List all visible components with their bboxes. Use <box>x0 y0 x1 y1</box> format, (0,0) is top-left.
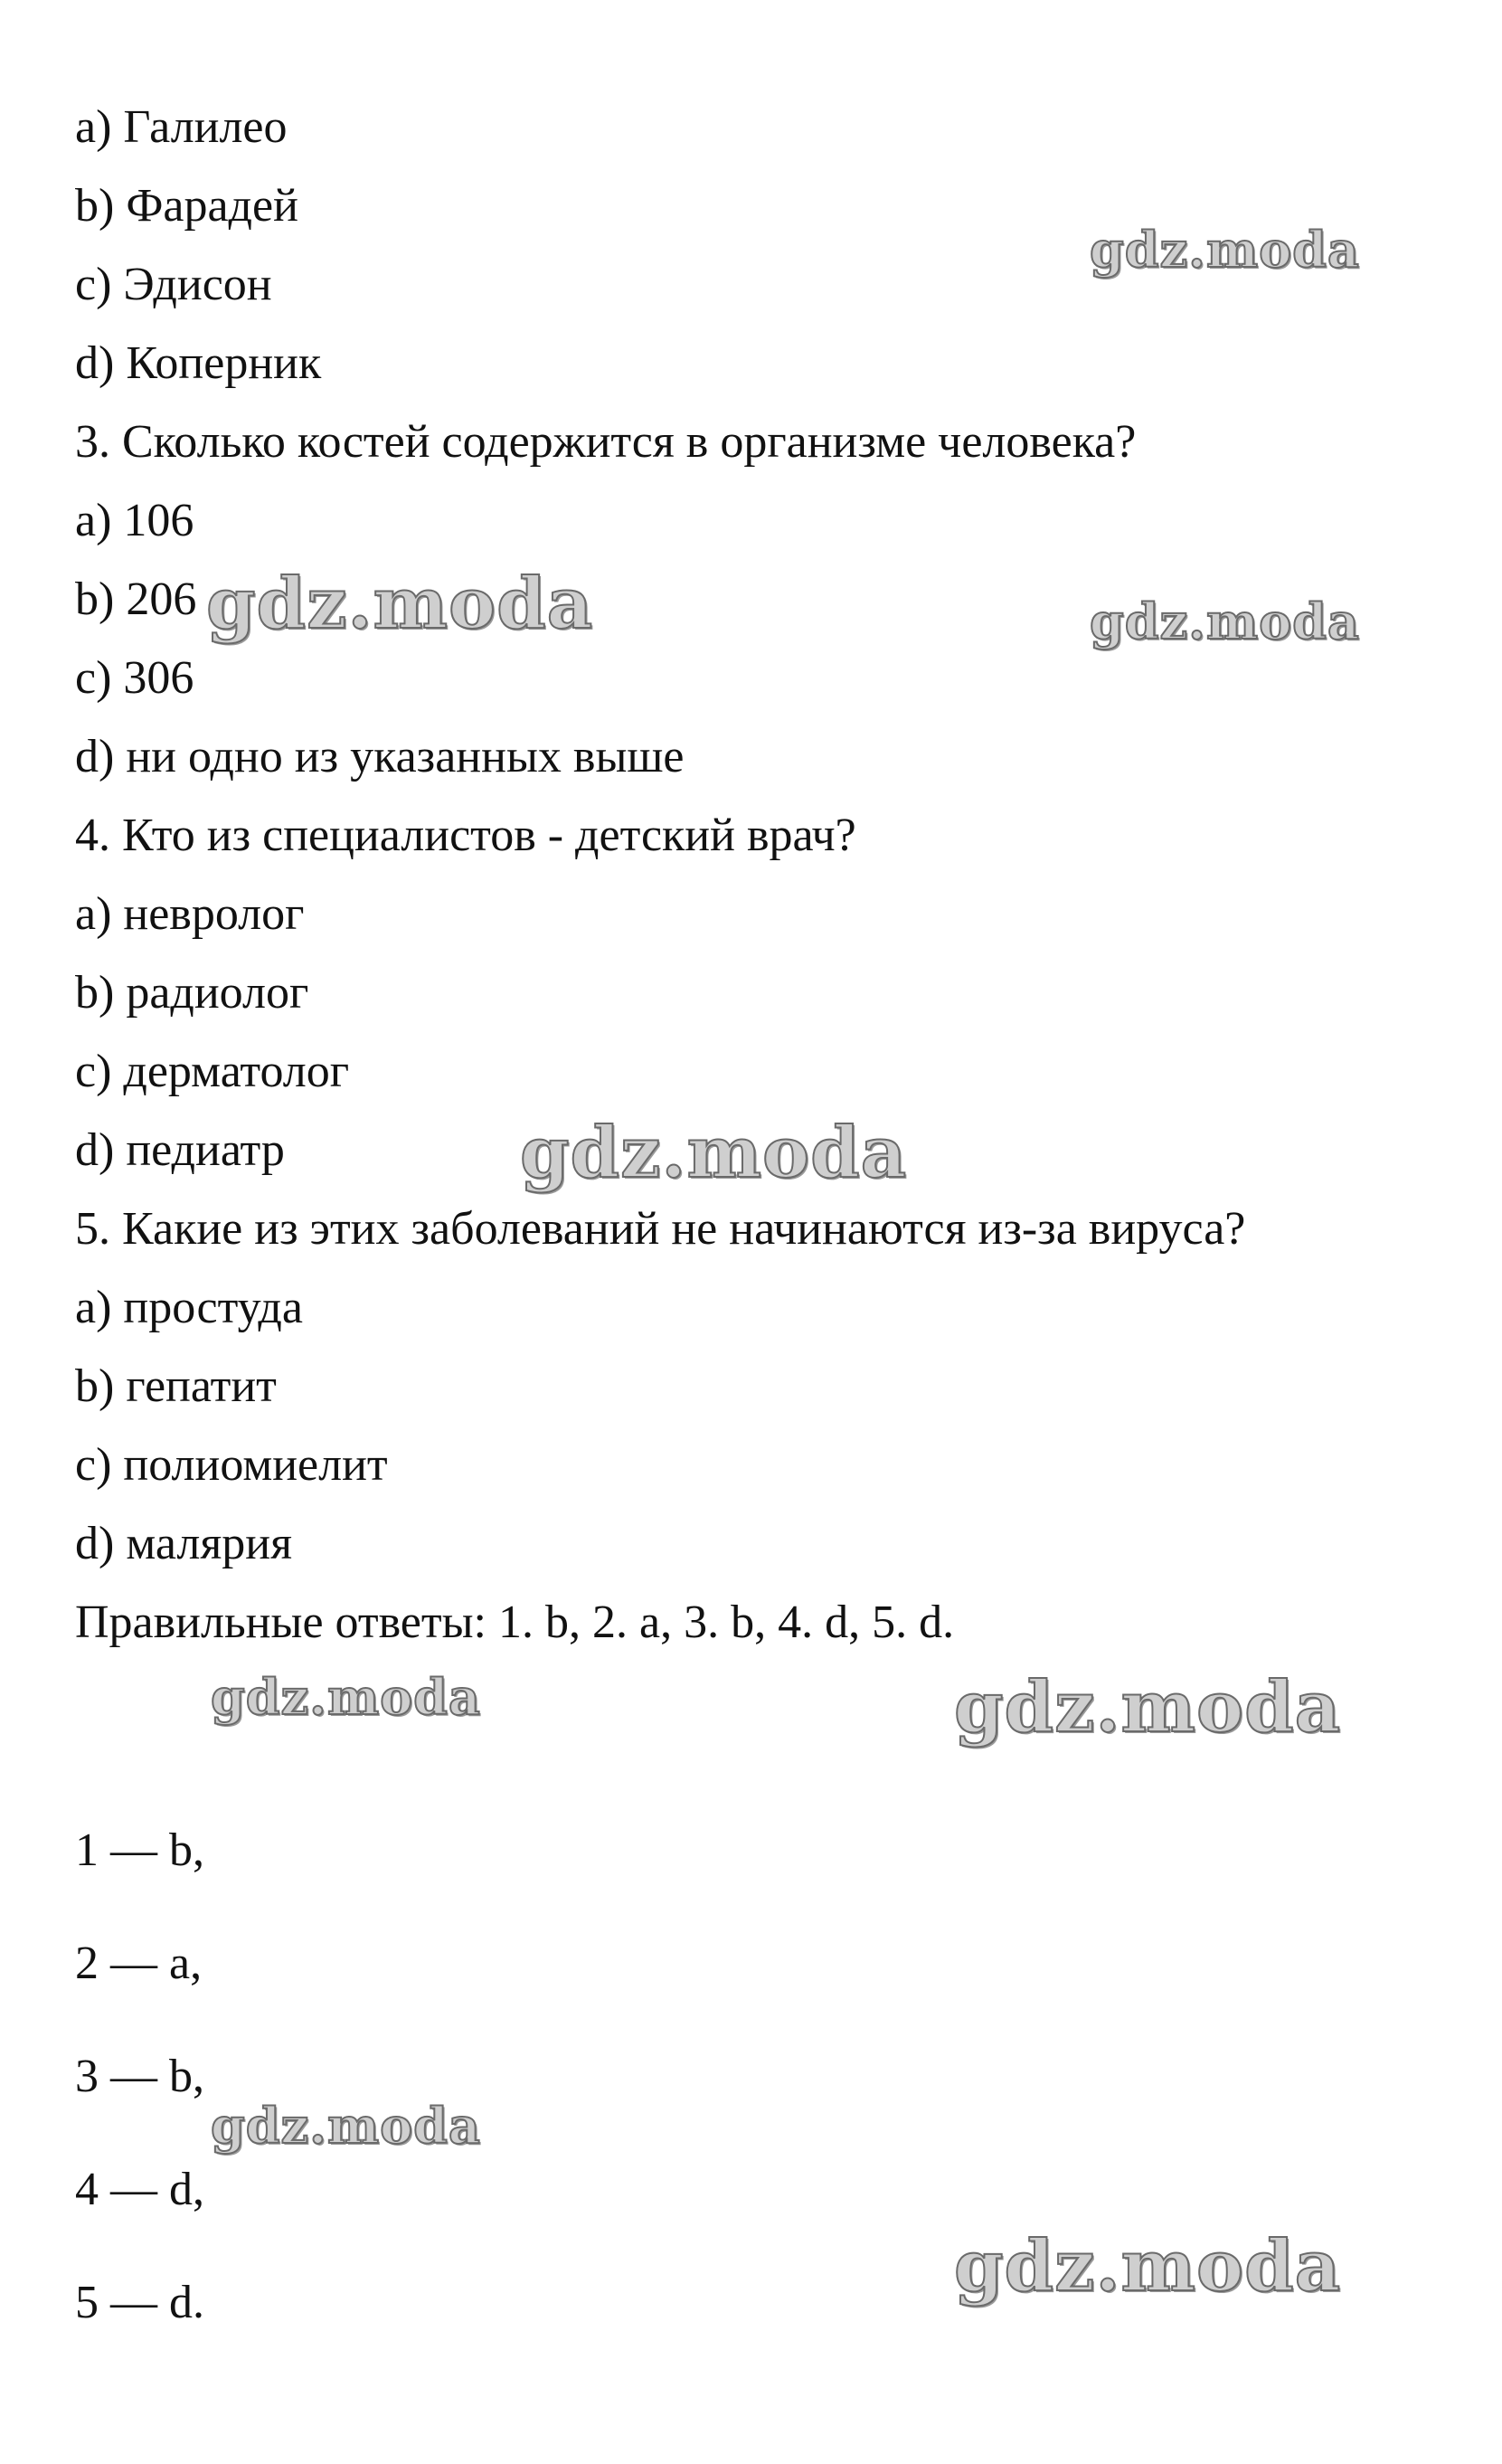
watermark: gdz.moda <box>211 2097 481 2155</box>
watermark: gdz.moda <box>520 1112 908 1194</box>
q2-option-c: c) Эдисон <box>75 259 272 310</box>
q5-option-b: b) гепатит <box>75 1360 277 1412</box>
q4-text: 4. Кто из специалистов - детский врач? <box>75 810 856 861</box>
watermark: gdz.moda <box>211 1668 481 1726</box>
answer-4: 4 — d, <box>75 2164 204 2215</box>
q4-option-a: a) невролог <box>75 888 305 940</box>
q3-text: 3. Сколько костей содержится в организме человека? <box>75 416 1137 468</box>
q5-text: 5. Какие из этих заболеваний не начинаются из-за вируса? <box>75 1203 1246 1255</box>
q3-option-c: c) 306 <box>75 652 194 704</box>
q3-option-d: d) ни одно из указанных выше <box>75 731 685 782</box>
watermark: gdz.moda <box>954 1666 1342 1748</box>
q3-option-a: a) 106 <box>75 495 194 546</box>
q4-option-d: d) педиатр <box>75 1124 285 1176</box>
q2-option-d: d) Коперник <box>75 337 322 389</box>
q5-option-d: d) малярия <box>75 1518 293 1569</box>
q5-option-a: a) простуда <box>75 1282 303 1333</box>
answer-2: 2 — a, <box>75 1938 203 1989</box>
q4-option-c: c) дерматолог <box>75 1046 350 1097</box>
q5-option-c: c) полиомиелит <box>75 1439 388 1491</box>
watermark: gdz.moda <box>954 2225 1342 2308</box>
watermark: gdz.moda <box>1090 221 1360 279</box>
answer-1: 1 — b, <box>75 1824 204 1876</box>
q2-option-b: b) Фарадей <box>75 180 298 232</box>
watermark: gdz.moda <box>206 563 594 645</box>
correct-answers-line: Правильные ответы: 1. b, 2. a, 3. b, 4. d, 5. d. <box>75 1597 955 1648</box>
q3-option-b: b) 206 <box>75 573 197 625</box>
answer-5: 5 — d. <box>75 2277 204 2328</box>
answer-3: 3 — b, <box>75 2051 204 2102</box>
watermark: gdz.moda <box>1090 592 1360 650</box>
q4-option-b: b) радиолог <box>75 967 309 1019</box>
q2-option-a: a) Галилео <box>75 101 288 153</box>
